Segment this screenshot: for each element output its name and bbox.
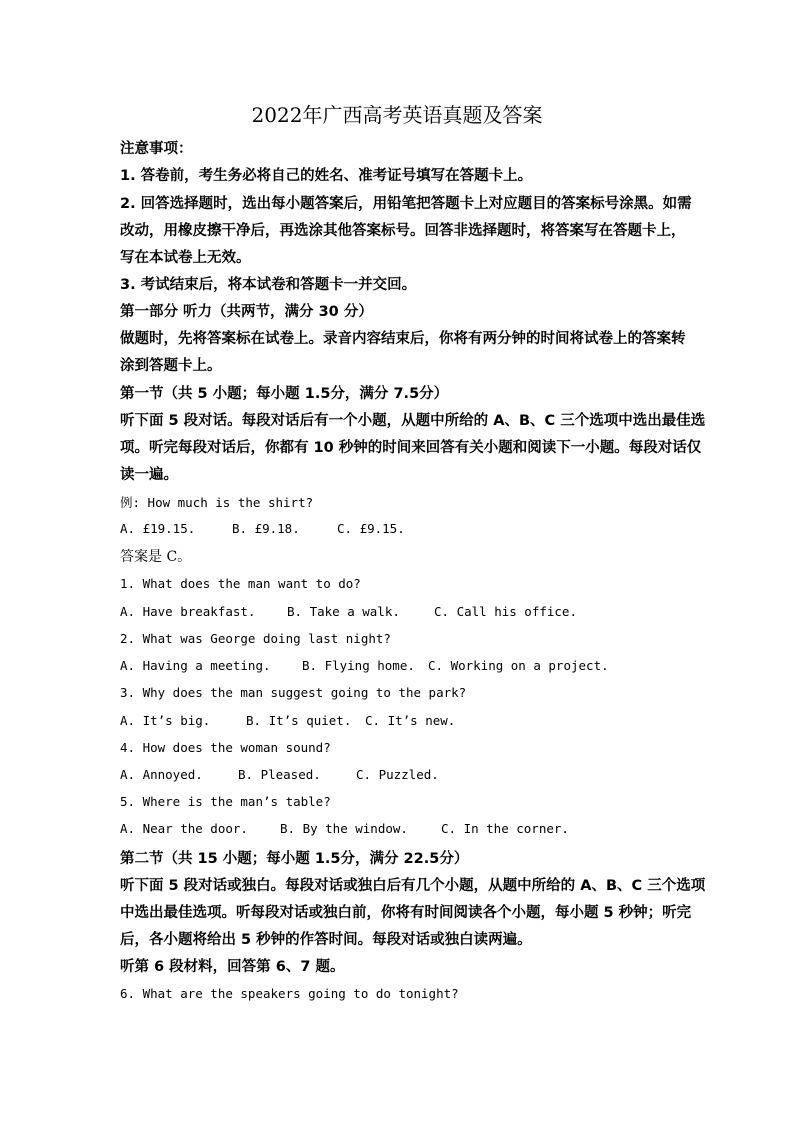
- example-options: [120, 521, 405, 536]
- part1-intro-line-2: 涂到答题卡上。: [120, 358, 222, 374]
- section2-intro-line-1: 听下面 5 段对话或独白。每段对话或独白后有几个小题，从题中所给的 A、B、C 三个选项: [120, 878, 706, 894]
- section1-heading: 第一节（共 5 小题；每小题 1.5分，满分 7.5分）: [120, 386, 449, 402]
- notice-item-2-line-2: 改动，用橡皮擦干净后，再选涂其他答案标号。回答非选择题时，将答案写在答题卡上，: [120, 223, 686, 239]
- question-3: 3. Why does the man suggest going to the park?: [120, 685, 467, 700]
- q1-option-b: B. Take a walk.: [287, 604, 400, 619]
- example-answer: 答案是 C。: [120, 549, 192, 565]
- notice-item-2-line-3: 写在本试卷上无效。: [120, 250, 251, 266]
- question-5-options: [120, 821, 569, 836]
- question-2: 2. What was George doing last night?: [120, 631, 391, 646]
- q2-option-c: C. Working on a project.: [428, 658, 609, 673]
- question-3-options: [120, 713, 455, 728]
- q1-option-c: C. Call his office.: [434, 604, 577, 619]
- section1-intro-line-2: 项。听完每段对话后，你都有 10 秒钟的时间来回答有关小题和阅读下一小题。每段对话仅: [120, 440, 702, 456]
- q4-option-a: A. Annoyed.: [120, 767, 203, 782]
- question-6: 6. What are the speakers going to do tonight?: [120, 986, 459, 1001]
- section2-material: 听第 6 段材料，回答第 6、7 题。: [120, 959, 345, 975]
- q5-option-a: A. Near the door.: [120, 821, 248, 836]
- example-option-c: C. £9.15.: [337, 521, 405, 536]
- question-1: 1. What does the man want to do?: [120, 576, 361, 591]
- question-4: 4. How does the woman sound?: [120, 740, 331, 755]
- q4-option-c: C. Puzzled.: [356, 767, 439, 782]
- q2-option-b: B. Flying home.: [302, 658, 415, 673]
- example-option-a: A. £19.15.: [120, 521, 196, 536]
- q2-option-a: A. Having a meeting.: [120, 658, 271, 673]
- q5-option-c: C. In the corner.: [441, 821, 569, 836]
- question-2-options: [120, 658, 609, 673]
- q3-option-c: C. It’s new.: [365, 713, 456, 728]
- page-title: 2022年广西高考英语真题及答案: [251, 103, 543, 127]
- question-4-options: [120, 767, 439, 782]
- q1-option-a: A. Have breakfast.: [120, 604, 256, 619]
- section2-intro-line-3: 后，各小题将给出 5 秒钟的作答时间。每段对话或独白读两遍。: [120, 932, 532, 948]
- part1-intro-line-1: 做题时，先将答案标在试卷上。录音内容结束后，你将有两分钟的时间将试卷上的答案转: [120, 331, 686, 347]
- notice-item-2-line-1: 2. 回答选择题时，选出每小题答案后，用铅笔把答题卡上对应题目的答案标号涂黑。如需: [120, 196, 692, 212]
- section2-intro-line-2: 中选出最佳选项。听每段对话或独白前，你将有时间阅读各个小题，每小题 5 秒钟；听完: [120, 905, 692, 921]
- question-5: 5. Where is the man’s table?: [120, 794, 331, 809]
- q4-option-b: B. Pleased.: [238, 767, 321, 782]
- part1-heading: 第一部分 听力（共两节，满分 30 分）: [120, 304, 373, 320]
- example-question: 例: How much is the shirt?: [120, 495, 314, 510]
- example-option-b: B. £9.18.: [232, 521, 300, 536]
- notice-item-1: 1. 答卷前，考生务必将自己的姓名、准考证号填写在答题卡上。: [120, 168, 533, 184]
- section2-heading: 第二节（共 15 小题；每小题 1.5分，满分 22.5分）: [120, 851, 469, 867]
- q5-option-b: B. By the window.: [280, 821, 408, 836]
- section1-intro-line-1: 听下面 5 段对话。每段对话后有一个小题，从题中所给的 A、B、C 三个选项中选出最佳选: [120, 413, 706, 429]
- section1-intro-line-3: 读一遍。: [120, 467, 178, 483]
- q3-option-a: A. It’s big.: [120, 713, 211, 728]
- notice-heading: 注意事项：: [120, 141, 193, 157]
- question-1-options: [120, 604, 577, 619]
- notice-item-3: 3. 考试结束后，将本试卷和答题卡一并交回。: [120, 277, 417, 293]
- q3-option-b: B. It’s quiet.: [246, 713, 352, 728]
